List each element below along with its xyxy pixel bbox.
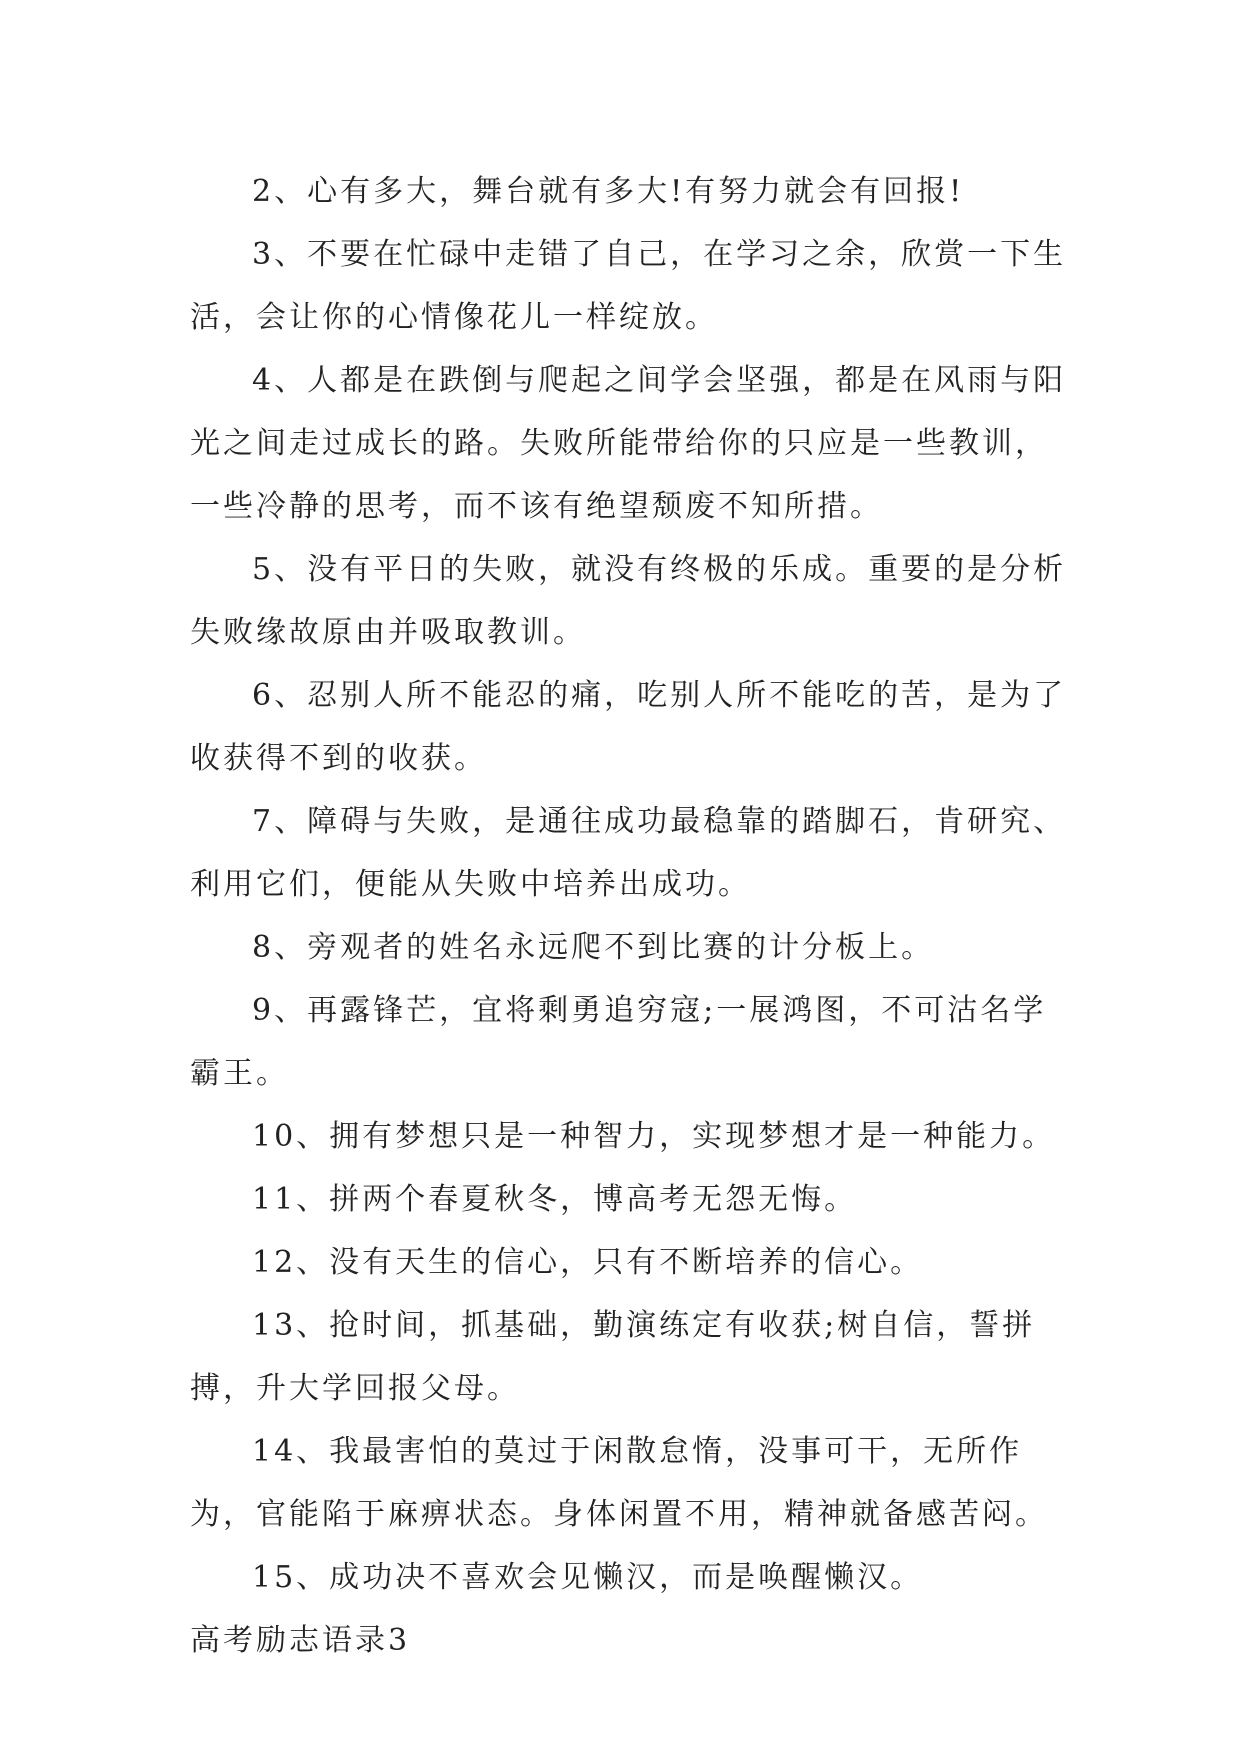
paragraph-5: 5、没有平日的失败，就没有终极的乐成。重要的是分析失败缘故原由并吸取教训。	[190, 552, 1067, 650]
paragraph-10: 10、拥有梦想只是一种智力，实现梦想才是一种能力。	[252, 1119, 1056, 1154]
paragraph-9: 9、再露锋芒，宜将剩勇追穷寇;一展鸿图，不可沽名学霸王。	[190, 993, 1047, 1091]
section-heading: 高考励志语录3	[190, 1623, 411, 1658]
paragraph-14: 14、我最害怕的莫过于闲散怠惰，没事可干，无所作为，官能陷于麻痹状态。身体闲置不用，精神就备感苦闷。	[190, 1434, 1048, 1532]
paragraph-2: 2、心有多大，舞台就有多大!有努力就会有回报!	[252, 174, 965, 209]
paragraph-12: 12、没有天生的信心，只有不断培养的信心。	[252, 1245, 924, 1280]
paragraph-7: 7、障碍与失败，是通往成功最稳靠的踏脚石，肯研究、利用它们，便能从失败中培养出成功。	[190, 804, 1067, 902]
paragraph-11: 11、拼两个春夏秋冬，博高考无怨无悔。	[252, 1182, 858, 1217]
paragraph-3: 3、不要在忙碌中走错了自己，在学习之余，欣赏一下生活，会让你的心情像花儿一样绽放。	[190, 237, 1067, 335]
paragraph-15: 15、成功决不喜欢会见懒汉，而是唤醒懒汉。	[252, 1560, 924, 1595]
document-body	[190, 160, 1070, 1672]
paragraph-6: 6、忍别人所不能忍的痛，吃别人所不能吃的苦，是为了收获得不到的收获。	[190, 678, 1067, 776]
paragraph-8: 8、旁观者的姓名永远爬不到比赛的计分板上。	[252, 930, 935, 965]
paragraph-13: 13、抢时间，抓基础，勤演练定有收获;树自信，誓拼搏，升大学回报父母。	[190, 1308, 1036, 1406]
paragraph-4: 4、人都是在跌倒与爬起之间学会坚强，都是在风雨与阳光之间走过成长的路。失败所能带给你的只应是一些教训，一些冷静的思考，而不该有绝望颓废不知所措。	[190, 363, 1067, 524]
